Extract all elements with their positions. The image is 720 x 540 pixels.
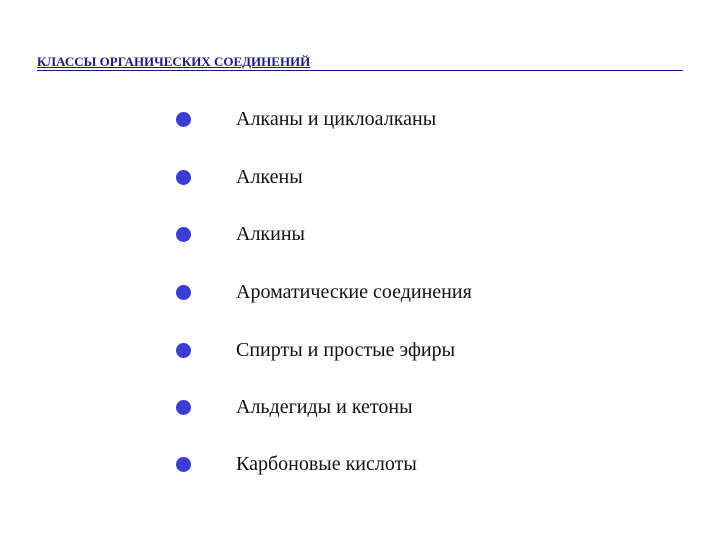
slide-title: КЛАССЫ ОРГАНИЧЕСКИХ СОЕДИНЕНИЙ [37, 54, 311, 69]
bullet-icon [176, 170, 191, 185]
list-item-label: Алканы и циклоалканы [236, 107, 437, 130]
list-item-label: Алкины [236, 222, 305, 245]
bullet-icon [176, 285, 191, 300]
bullet-icon [176, 343, 191, 358]
list-item-label: Альдегиды и кетоны [236, 395, 413, 418]
list-item-label: Ароматические соединения [236, 280, 472, 303]
bullet-icon [176, 400, 191, 415]
list-item-label: Карбоновые кислоты [236, 452, 417, 475]
list-item [176, 277, 472, 307]
list-item [176, 335, 455, 365]
bullet-icon [176, 112, 191, 127]
bullet-icon [176, 227, 191, 242]
bullet-icon [176, 457, 191, 472]
list-item [176, 219, 305, 249]
list-item [176, 449, 417, 479]
list-item [176, 104, 436, 134]
list-item-label: Алкены [236, 165, 303, 188]
list-item [176, 162, 303, 192]
list-item-label: Спирты и простые эфиры [236, 338, 456, 361]
list-item [176, 392, 413, 422]
